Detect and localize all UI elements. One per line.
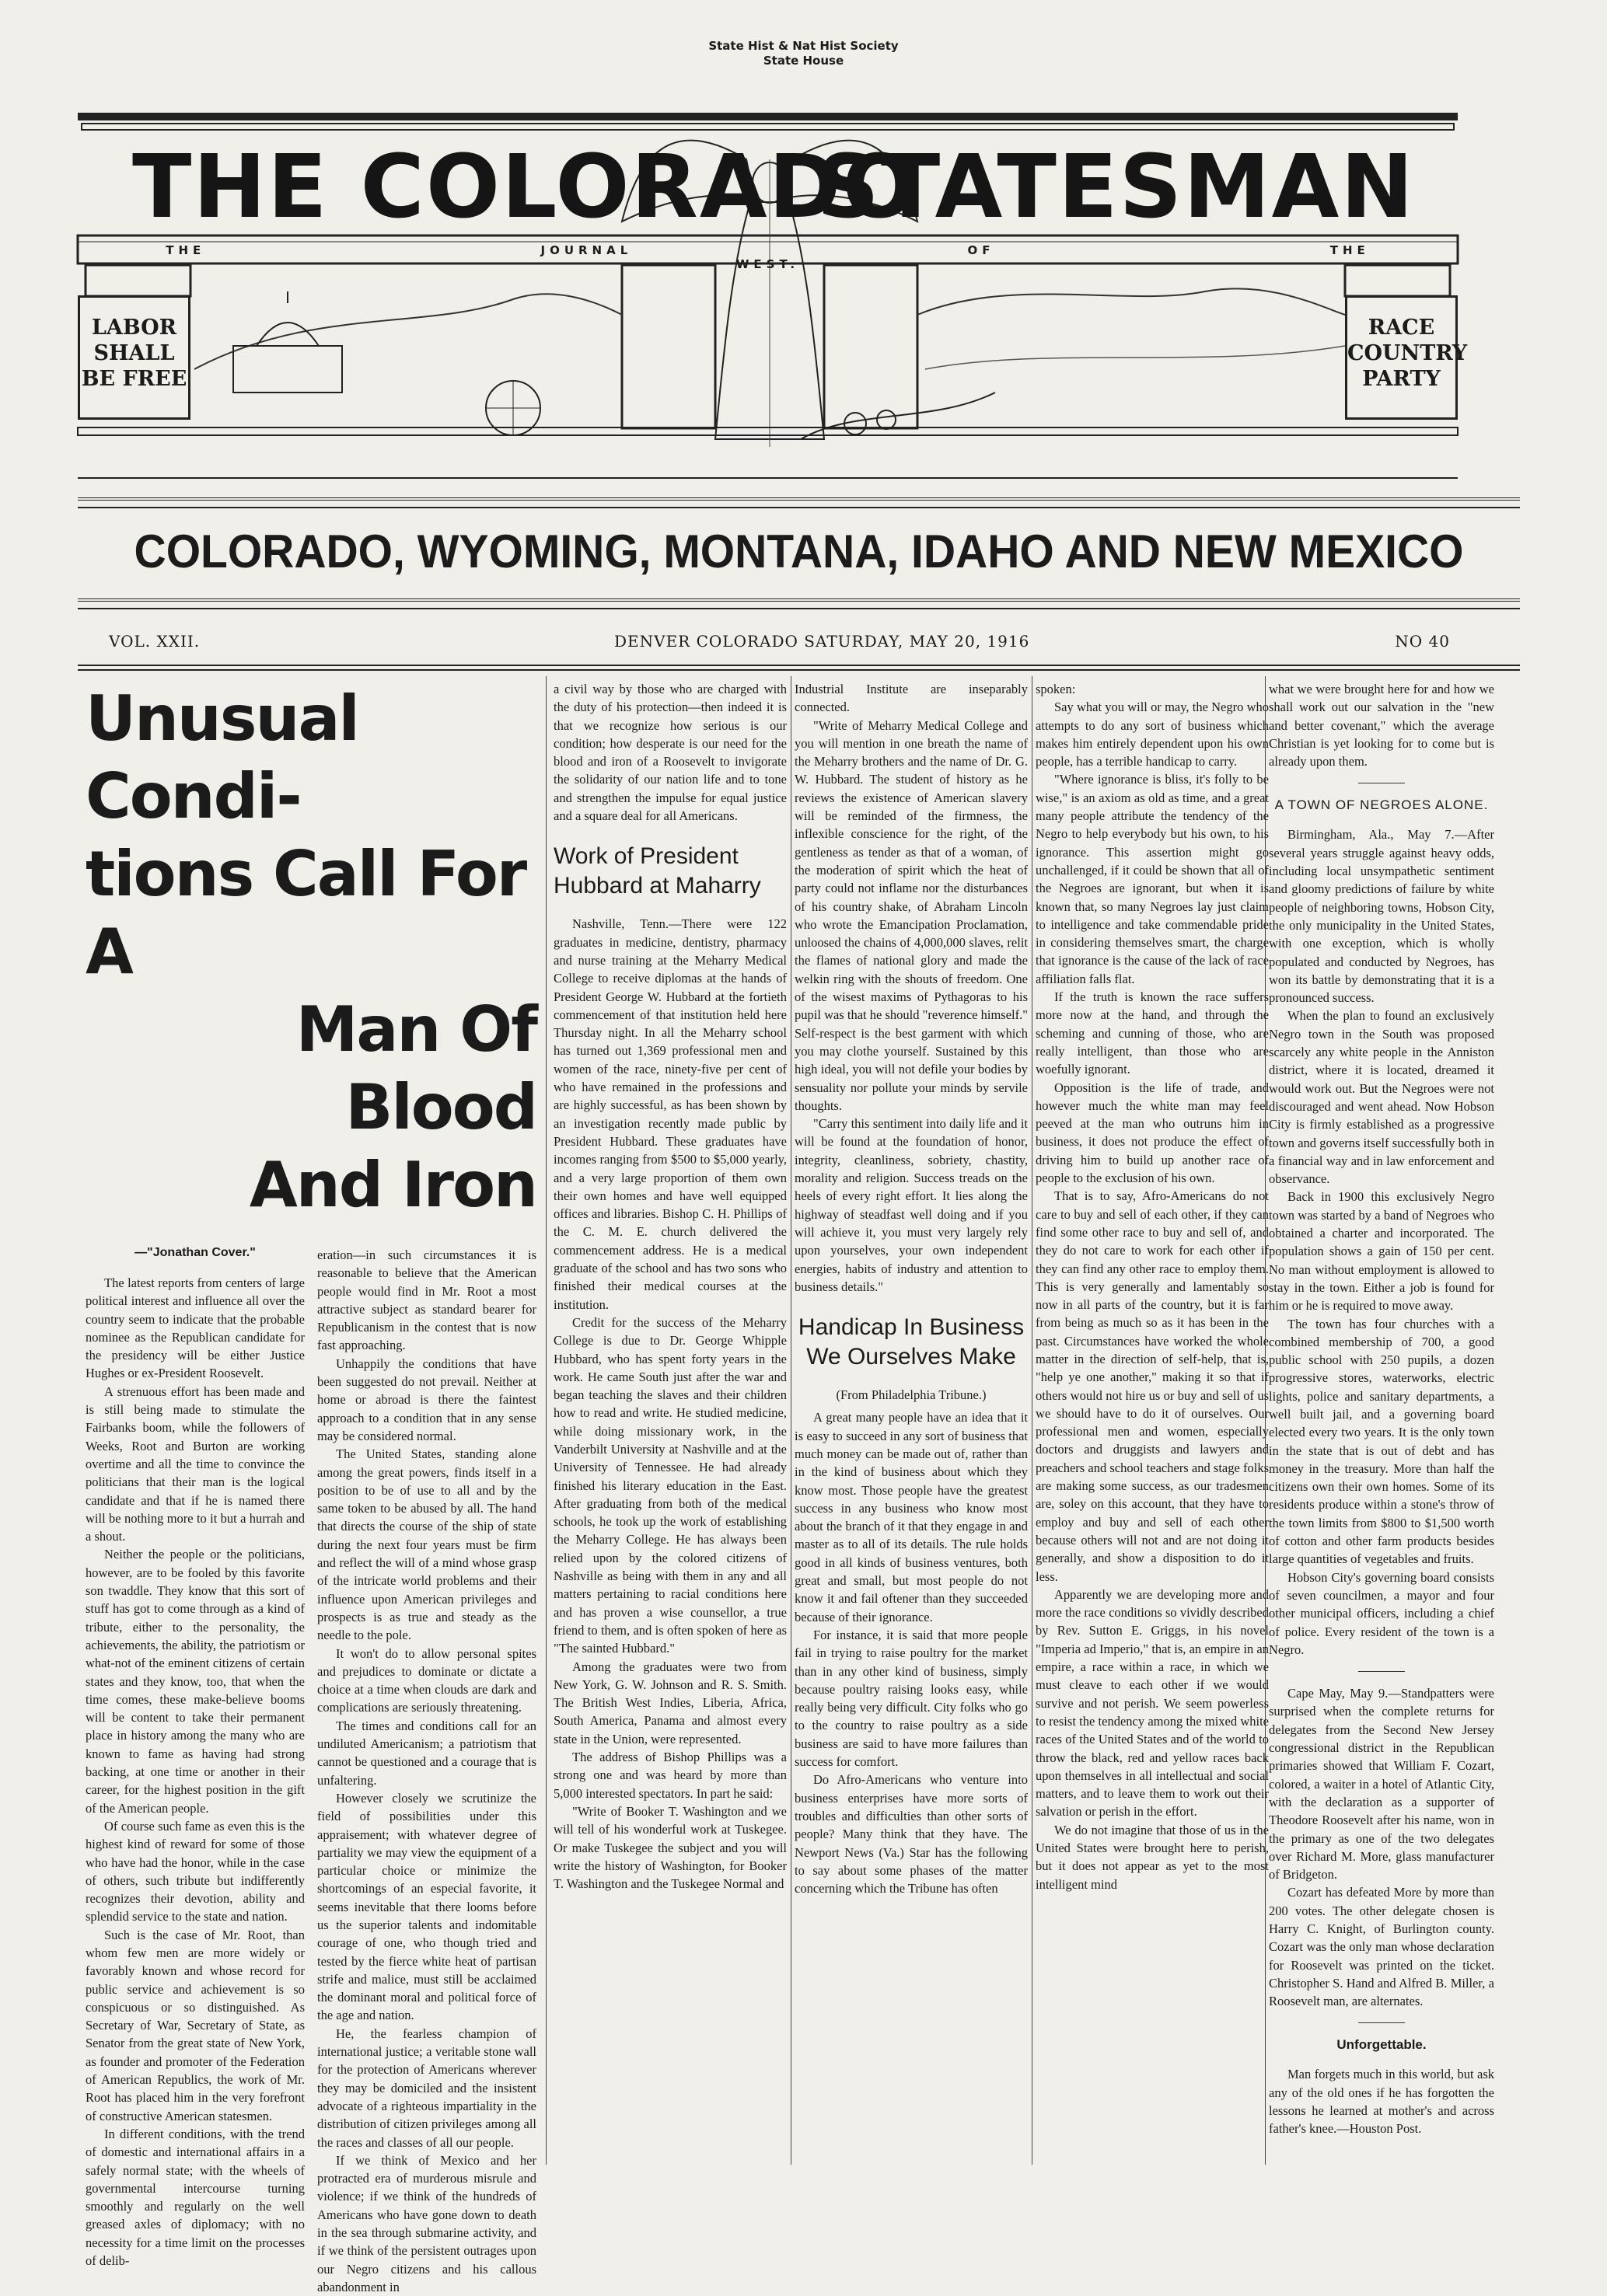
paragraph: The latest reports from centers of large political interest and influence all over the country seem to indicate that the probable nominee as the Republican candidate for the presidency will be either Justice Hughes or ex-President Roosevelt. xyxy=(86,1275,305,1381)
paragraph: That is to say, Afro-Americans do not care to buy and sell of each other, if they can find some other race to buy and sell of, and they do not care to work for each other if they can find any other race to employ them. This is very generally and lamentably so now in all parts of the country, but it is far from being as much so as it has been in the past. Circumstances have worked the whole matter in the direction of self-help, that is, "help ye one another," making it so that if others would not hire us or buy and sell of us we should have to do it of ourselves. Our professional men and women, especially doctors and druggists and lawyers and preachers and school teachers and stage folks are making some success, as our tradesmen are, soley on this account, that they have to employ and buy and sell of each other because others will not and are not doing it generally, and show a disposition to do it less. xyxy=(1036,1188,1269,1584)
lead-article xyxy=(86,680,536,2294)
paragraph: Such is the case of Mr. Root, than whom few men are more widely or favorably known and whose record for public service and achievement is so conspicuous or so distinguished. As Secretary of War, Secretary of State, as Senator from the great state of New York, as founder and promoter of the Federation of American Republics, the work of Mr. Root has placed him in the very forefront of constructive American statesmen. xyxy=(86,1927,305,2123)
column-2 xyxy=(554,680,787,2165)
masthead-title-left: THE COLORADO xyxy=(132,137,918,238)
column-divider xyxy=(546,676,547,2165)
lead-headline-line: tions Call For A xyxy=(86,838,526,988)
rule-dateline xyxy=(78,665,1520,666)
masthead-title-right: STATESMAN xyxy=(816,137,1415,238)
issue-number: NO 40 xyxy=(1395,632,1450,651)
paragraph: We do not imagine that those of us in the United States were brought here to perish, but it does not appear as yet to the most intelligent mind xyxy=(1036,1822,1269,1892)
rule-top xyxy=(78,497,1520,501)
lead-headline xyxy=(86,680,536,1224)
negro-town-headline: A TOWN OF NEGROES ALONE. xyxy=(1274,797,1489,813)
paragraph: However closely we scrutinize the field of possibilities under this appraisement; with whatever degree of partiality we may view the equipment of a particular choice or minimize the shortcomings of an especial favorite, it seems inevitable that there looms before us the superior talents and indomitable courage of one, who though tried and tested by the fierce white heat of partisan strife and malice, must still be acclaimed the dominant moral and political force of the age and nation. xyxy=(317,1790,536,2023)
paragraph: If we think of Mexico and her protracted era of murderous misrule and violence; if we think of the hundreds of Americans who have gone down to death in the sea through submarine activity, and if we think of the persistent outrages upon our Negro citizens and his callous abandonment in xyxy=(317,2152,536,2294)
hubbard-headline: Work of President Hubbard at Maharry xyxy=(554,843,761,899)
paragraph: He, the fearless champion of international justice; a veritable stone wall for the protection of Americans wherever they may be domiciled and the insistent advocate of a righteous impartiality in the distribution of citizen privileges among all the races and classes of all our people. xyxy=(317,2026,536,2150)
separator xyxy=(1358,2022,1405,2023)
library-stamp xyxy=(0,39,1607,68)
paragraph: It won't do to allow personal spites and prejudices to dominate or dictate a choice at a time when clouds are dark and complications are seriously threatening. xyxy=(317,1645,536,1715)
stamp-line-2: State House xyxy=(763,54,844,68)
lead-column-b xyxy=(317,1246,536,2296)
paragraph: "Write of Booker T. Washington and we will tell of his wonderful work at Tuskegee. Or make Tuskegee the subject and you will write the history of Washington, for Booker T. Washington and the Tuskegee Normal and xyxy=(554,1803,787,1892)
rule-mid xyxy=(78,598,1520,602)
paragraph: Opposition is the life of trade, and however much the white man may feel peeved at the man who outruns him in business, it does not produce the effect of driving him to build up another race of people to the exclusion of his own. xyxy=(1036,1080,1269,1186)
paragraph: Back in 1900 this exclusively Negro town was started by a band of Negroes who obtained a charter and incorporated. The population shows a gain of 150 per cent. No man without employment is allowed to stay in the town. Either a job is found for him or he is required to move away. xyxy=(1269,1189,1494,1314)
paragraph: A strenuous effort has been made and is still being made to stimulate the Fairbanks boom, while the followers of Weeks, Root and Burton are working overtime and all the time to convince the politicians that their man is the logical candidate and that if he is named there will be nothing more to it but a hurrah and a shout. xyxy=(86,1384,305,1544)
rule-dateline-2 xyxy=(78,669,1520,671)
lead-byline: —"Jonathan Cover." xyxy=(134,1246,256,1259)
paragraph: The times and conditions call for an undiluted Americanism; a patriotism that cannot be questioned and a courage that is unfaltering. xyxy=(317,1718,536,1788)
paragraph: Say what you will or may, the Negro who attempts to do any sort of business which makes him entirely dependent upon his own people, has a terrible handicap to carry. xyxy=(1036,700,1269,769)
paragraph: what we were brought here for and how we shall work out our salvation in the "new and better covenant," which the average Christian is yet looking for to come but is already upon them. xyxy=(1269,682,1494,769)
paragraph: In different conditions, with the trend of domestic and international affairs in a safely normal state; with the wheels of governmental intercourse turning smoothly and regularly on the well greased axles of diplomacy; with no necessity for a time limit on the processes of delib- xyxy=(86,2126,305,2269)
paragraph: Do Afro-Americans who venture into business enterprises have more sorts of troubles and difficulties than other sorts of people? Many think that they have. The Newport News (Va.) Star has the following to say about some phases of the matter concerning which the Tribune has often xyxy=(795,1772,1028,1896)
paragraph: If the truth is known the race suffers more now at the hand, and through the scheming and cunning of those, who are really intelligent, than those who are woefully ignorant. xyxy=(1036,989,1269,1077)
rule-top-thin xyxy=(78,507,1520,508)
paragraph: The address of Bishop Phillips was a strong one and was heard by more than 5,000 interested spectators. In part he said: xyxy=(554,1750,787,1801)
paragraph: Nashville, Tenn.—There were 122 graduates in medicine, dentistry, pharmacy and nurse training at the Meharry Medical College to receive diplomas at the hands of President George W. Hubbard at the fortieth commencement of that institution held here Thursday night. In all the Meharry school has turned out 1,369 professional men and women of the race, ninety-five per cent of who have remained in the professions and are highly successful, as has been shown by an investigation recently made public by President Hubbard. These graduates have incomes ranging from $500 to $5,000 yearly, and a very large proportion of them own their own homes and have well equipped offices and libraries. Bishop C. H. Phillips of the C. M. E. church delivered the commencement address. He is a medical graduate of the school and has two sons who finished their medical courses at the institution. xyxy=(554,916,787,1312)
handicap-headline: Handicap In Business We Ourselves Make xyxy=(798,1314,1025,1370)
paragraph: A great many people have an idea that it is easy to succeed in any sort of business that much money can be made out of, rather than in the kind of business about which they know most. Those people have the greatest success in any business who know most about the branch of it that they engage in and master as to all of its details. The rule holds good in all kinds of business ventures, both great and small, but most people do not know it and fail oftener than they succeeded because of their ignorance. xyxy=(795,1410,1028,1624)
article-source: (From Philadelphia Tribune.) xyxy=(836,1387,987,1403)
volume-number: VOL. XXII. xyxy=(109,632,201,651)
paragraph: a civil way by those who are charged with the duty of his protection—then indeed it is that we recognize how serious is our condition; how desperate is our need for the blood and iron of a Roosevelt to invigorate the solidarity of our nation life and to tone and strengthen the impulse for equal justice and a square deal for all Americans. xyxy=(554,682,787,824)
paragraph: Among the graduates were two from New York, G. W. Johnson and R. S. Smith. The British West Indies, Liberia, Africa, South America, Panama and almost every state in the Union, were represented. xyxy=(554,1659,787,1746)
paragraph: The town has four churches with a combined membership of 700, a good public school with 250 pupils, a dozen progressive stores, waterworks, electric lights, police and sanitary departments, a well built jail, and a governing board elected every two years. It is the only town in the state that is out of debt and has money in the treasury. More than half the citizens own their own homes. Some of its residents produce within a stone's throw of the town limits from $800 to $1,500 worth of cotton and other farm products besides large quantities of vegetables and fruits. xyxy=(1269,1316,1494,1567)
lead-headline-line: And Iron xyxy=(249,1149,536,1221)
paragraph: Cozart has defeated More by more than 200 votes. The other delegate chosen is Harry C. Knight, of Burlington county. Cozart was the only man whose declaration for Roosevelt was printed on the ticket. Christopher S. Hand and Alfred B. Miller, a Roosevelt man, are alternates. xyxy=(1269,1885,1494,2009)
paragraph: Apparently we are developing more and more the race conditions so vividly described by Rev. Sutton E. Griggs, in his novel "Imperia ad Imperio," that is, an empire in an empire, a race within a race, in which we must cleave to each other if we would survive and not perish. We seem powerless to resist the tendency among the mixed white races of the United States and of the world to throw the black, red and yellow races back upon themselves in all intellectual and social matters, and to leave them to work out their salvation or perish in the effort. xyxy=(1036,1586,1269,1820)
paragraph: "Write of Meharry Medical College and you will mention in one breath the name of the Meharry brothers and the name of Dr. G. W. Hubbard. The student of history as he reviews the existence of American slavery will be reminded of the firmness, the inflexible conscience for the right, of the gentleness as tender as that of a woman, of the moderation of spirit which the heat of party could not inflame nor the disturbances of his country shake, of Abraham Lincoln who wrote the Emancipation Proclamation, unloosed the chains of 4,000,000 slaves, relit the flames of national glory and made the welkin ring with the shouts of freedom. One of the wisest maxims of Pythagoras to his pupil was that he should "reverence himself." Self-respect is the best garment with which you may clothe yourself. Sustained by this high ideal, you will not defile your bodies by sensuality nor pollute your minds by servile thoughts. xyxy=(795,717,1028,1113)
paragraph: Man forgets much in this world, but ask any of the old ones if he has forgotten the lessons he learned at mother's and across father's knee.—Houston Post. xyxy=(1269,2067,1494,2137)
rule-mid-thin xyxy=(78,608,1520,609)
lead-headline-line: Man Of Blood xyxy=(295,993,536,1143)
masthead-left-panel: LABOR SHALL BE FREE xyxy=(78,295,190,420)
paragraph: For instance, it is said that more people fail in trying to raise poultry for the market than in any other kind of business, simply because poultry raising looks easy, while really being very difficult. City folks who go to the country to raise poultry as a side business are said to have more failures than success for comfort. xyxy=(795,1627,1028,1770)
issue-date: DENVER COLORADO SATURDAY, MAY 20, 1916 xyxy=(614,632,1030,651)
column-5 xyxy=(1269,680,1494,2165)
paragraph: "Carry this sentiment into daily life and it will be found at the foundation of honor, integrity, cleanliness, sobriety, chastity, morality and religion. Success treads on the heels of every right effort. It lies along the highway of steadfast well doing and if you will achieve it, you must very largely rely upon yourselves, your own independent energies, habits of industry and attention to business details." xyxy=(795,1116,1028,1294)
column-4 xyxy=(1036,680,1269,2165)
paragraph: Neither the people or the politicians, however, are to be fooled by this favorite son twaddle. They know that this sort of stuff has got to come through as a kind of tribute, either to the personality, the achievements, the ability, the patriotism or what-not of the eminent citizens of certain states and they know, too, that when the time comes, these make-believe booms will be content to take their permanent place in history among the many who are known to fame as having had strong backing, at one time or another in their career, for the highest position in the gift of the American people. xyxy=(86,1547,305,1816)
paragraph: Credit for the success of the Meharry College is due to Dr. George Whipple Hubbard, who has spent forty years in the work. He came South just after the war and began teaching the slaves and their children how to read and write. He studied medicine, while doing missionary work, in the Vanderbilt University at Nashville and at the University of Tennessee. He had already finished his literary education in the East. After graduating from both of the medical schools, he took up the work of establishing the Meharry College. He has always been relied upon by the colored citizens of Nashville as being with them in any and all matters pertaining to racial conditions here and has proven a wise counsellor, a true friend to them, and is often spoken of here as "The sainted Hubbard." xyxy=(554,1314,787,1656)
states-line: COLORADO, WYOMING, MONTANA, IDAHO AND NEW MEXICO xyxy=(134,525,1464,577)
masthead-right-panel: RACE COUNTRY PARTY xyxy=(1345,295,1458,420)
paragraph: Birmingham, Ala., May 7.—After several years struggle against heavy odds, including local unsympathetic sentiment and gloomy predictions of failure by white people of neighboring towns, Hobson City, the only municipality in the United States, with one exception, which is wholly populated and conducted by Negroes, has won its battle by demonstrating that it is a pronounced success. xyxy=(1269,827,1494,1006)
paragraph: The United States, standing alone among the great powers, finds itself in a position to be of use to all and by the same token to be abused by all. The hand that directs the course of the ship of state during the next four years must be firm and reflect the will of a mind whose grasp of the intricate world problems and their influence upon American privileges and prospects is as true and steady as the needle to the pole. xyxy=(317,1446,536,1643)
paragraph: eration—in such circumstances it is reasonable to believe that the American people would find in Mr. Root a most attractive subject as standard bearer for Republicanism in the contest that is now fast approaching. xyxy=(317,1247,536,1353)
paragraph: Unhappily the conditions that have been suggested do not prevail. Neither at home or abroad is there the faintest approach to a condition that in any sense may be considered normal. xyxy=(317,1356,536,1443)
paragraph: spoken: xyxy=(1036,682,1076,696)
paragraph: When the plan to found an exclusively Negro town in the South was proposed scarcely any white people in the Anniston district, where it is located, dreamed it would work out. But the Negroes were not discouraged and went ahead. Now Hobson City is firmly established as a progressive town and governs itself successfully both in a financial way and in law enforcement and observance. xyxy=(1269,1008,1494,1187)
lead-column-a xyxy=(86,1246,305,2270)
separator xyxy=(1358,1671,1405,1672)
paragraph: Industrial Institute are inseparably connected. xyxy=(795,682,1028,715)
unforgettable-headline: Unforgettable. xyxy=(1336,2037,1427,2053)
paragraph: "Where ignorance is bliss, it's folly to be wise," is an axiom as old as time, and a great many people attribute the tendency of the Negro to help everybody but his own, to his ignorance. This assertion might go unchallenged, if it could be shown that all of the Negroes are ignorant, but when it is known that, so many Negroes lay just claim to intelligence and take commendable pride in considering themselves smart, the charge that ignorance is the cause of the lack of race affiliation falls flat. xyxy=(1036,772,1269,986)
paragraph: Of course such fame as even this is the highest kind of reward for some of those who have had the honor, while in the case of others, such tribute but indifferently recognizes their devotion, ability and splendid service to the state and nation. xyxy=(86,1818,305,1924)
masthead xyxy=(78,113,1468,478)
paragraph: Cape May, May 9.—Standpatters were surprised when the complete returns for delegates from the Second New Jersey congressional district in the Republican primaries showed that William F. Cozart, colored, a waiter in a hotel of Atlantic City, with the declaration as a supporter of Theodore Roosevelt after his name, won in the primary as one of the two delegates over Richard M. More, glass manufacturer of Bridgeton. xyxy=(1269,1686,1494,1883)
paragraph: Hobson City's governing board consists of seven councilmen, a mayor and four other municipal officers, including a chief of police. Every resident of the town is a Negro. xyxy=(1269,1569,1494,1657)
lead-headline-line: Unusual Condi- xyxy=(86,682,358,832)
masthead-subtitle: THE JOURNAL OF THE WEST. xyxy=(166,243,1370,271)
column-3 xyxy=(795,680,1028,2165)
stamp-line-1: State Hist & Nat Hist Society xyxy=(708,39,899,53)
